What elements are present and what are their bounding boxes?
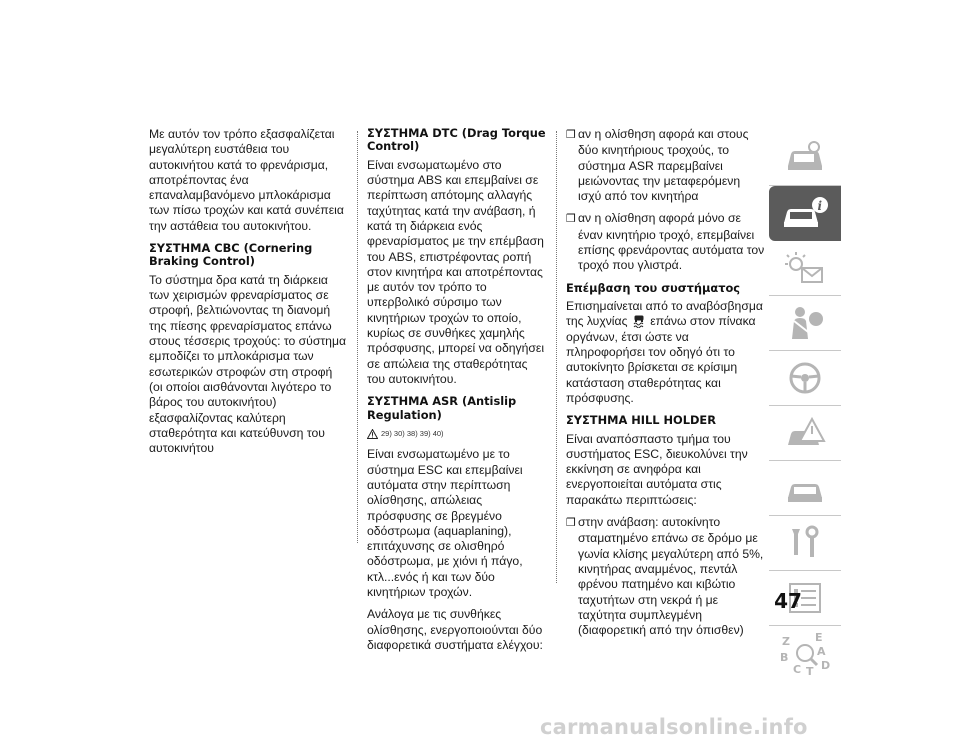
paragraph: Είναι ενσωματωμένο με το σύστημα ESC και επεμβαίνει αυτόματα στην περίπτωση ολίσθησης, απώλειας πρόσφυσης σε βρεγμένο οδόστρωμα (aquaplaning), επιτάχυνσης σε ολισθηρό οδόστρωμα, με χιόνι ή πάγο, κτλ...ενός ή και των δύο κινητήριων τροχών. [367, 447, 523, 600]
paragraph: Είναι ενσωματωμένο στο σύστημα ABS και επεμβαίνει σε περίπτωση απότομης αλλαγής ταχύτητας κατά την ανάβαση, ή κατά τη διάρκεια ενός φρεναρίσματος με την επέμβαση του ABS, επιστρέφοντας ροπή στον κινητήρα και αποτρέποντας με αυτόν τον τρόπο το υπερβολικό σύρσιμο των κινητήριων τροχών το οποίο, κυρίως σε συνθήκες χαμηλής πρόσφυσης, μπορεί να οδηγήσει σε απώλεια της σταθερότητας του αυτοκινήτου. [367, 157, 545, 386]
list-item [566, 515, 766, 638]
index-letter: E [815, 630, 823, 644]
steering-wheel-icon [782, 360, 828, 396]
tab-technical-specs[interactable] [769, 516, 841, 571]
index-letter: D [821, 658, 831, 672]
paragraph: Με αυτόν τον τρόπο εξασφαλίζεται μεγαλύτερη ευστάθεια του αυτοκινήτου κατά το φρενάρισμα, αποτρέποντας ένα επαναλαμβανόμενο μπλοκάρισμα των πίσω τροχών και κατά συνέπεια την αστάθεια του αυτοκινήτου. [149, 127, 344, 233]
list-item-text: αν η ολίσθηση αφορά μόνο σε έναν κινητήριο τροχό, επεμβαίνει επίσης φρενάροντας αυτόματα τον τροχό που γλιστρά. [578, 211, 765, 273]
paragraph-text: Επισημαίνεται από το αναβόσβησμα της λυχνίας [566, 299, 763, 329]
tab-car-info[interactable] [769, 186, 841, 241]
index-letter: Z [782, 634, 790, 648]
system-intervention-heading: Επέμβαση του συστήματος [566, 280, 741, 295]
list-item-text: αν η ολίσθηση αφορά και στους δύο κινητήριους τροχούς, το σύστημα ASR παρεμβαίνει μειώνοντας την μεταφερόμενη ισχύ από τον κινητήρα [578, 127, 749, 204]
warning-references [367, 426, 547, 441]
text-column-3 [566, 127, 766, 645]
warning-triangle-car-icon [782, 415, 828, 451]
lights-envelope-icon [782, 250, 828, 286]
reference-numbers: 29) 30) 38) 39) 40) [381, 429, 444, 439]
paragraph-text: επάνω στον πίνακα οργάνων, έτσι ώστε να πληροφορήσει τον οδηγό ότι το αυτοκίνητο βρίσκεται σε κρίσιμη κατάσταση σταθερότητας και πρόσφυσης. [566, 314, 756, 405]
tab-index[interactable] [769, 626, 841, 681]
text-column-1 [149, 127, 349, 463]
index-letter: C [793, 662, 802, 676]
paragraph: Το σύστημα δρα κατά τη διάρκεια των χειρισμών φρεναρίσματος σε στροφή, βελτιώνοντας τη διανομή της πίεσης φρεναρίσματος επάνω στους τέσσερις τροχούς: το σύστημα εμποδίζει το μπλοκάρισμα των εσωτερικών στροφών στη στροφή (οι οποίοι αισθάνονται λιγότερο το βάρος του αυτοκινήτου) εξασφαλίζοντας καλύτερη σταθερότητα και κατεύθυνση του αυτοκινήτου [149, 272, 347, 456]
tab-lights-messages[interactable] [769, 241, 841, 296]
column-divider-1 [357, 131, 358, 543]
esc-skid-warning-light-icon [632, 314, 646, 328]
list-item [566, 211, 766, 273]
wrench-screwdriver-icon [782, 525, 828, 561]
paragraph [566, 299, 766, 406]
cbc-heading: ΣΥΣΤΗΜΑ CBC (Cornering Braking Control) [149, 241, 313, 269]
list-item [566, 127, 766, 204]
checkbox-bullet-icon: ❒ [566, 129, 576, 141]
tab-maintenance[interactable] [769, 461, 841, 516]
column-divider-2 [556, 131, 557, 583]
checkbox-bullet-icon: ❒ [566, 517, 576, 530]
watermark: carmanualsonline.info [540, 715, 808, 739]
index-letter: A [817, 644, 826, 658]
dtc-heading: ΣΥΣΤΗΜΑ DTC (Drag Torque Control) [367, 126, 546, 154]
warning-triangle-icon [367, 429, 378, 439]
index-letter: T [806, 664, 814, 677]
index-letters-icon [777, 631, 833, 677]
car-info-icon [780, 195, 830, 233]
index-letter: B [780, 650, 789, 664]
tab-starting-driving[interactable] [769, 351, 841, 406]
tab-safety[interactable] [769, 296, 841, 351]
tab-emergency[interactable] [769, 406, 841, 461]
tab-car-dashboard[interactable] [769, 131, 841, 186]
paragraph: Είναι αναπόσπαστο τμήμα του συστήματος ESC, διευκολύνει την εκκίνηση σε ανηφόρα και ενεργοποιείται αυτόματα στις παρακάτω περιπτώσεις: [566, 431, 748, 507]
paragraph: Ανάλογα με τις συνθήκες ολίσθησης, ενεργοποιούνται δύο διαφορετικά συστήματα ελέγχου: [367, 607, 543, 652]
list-item-text: στην ανάβαση: αυτοκίνητο σταματημένο επάνω σε δρόμο με γωνία κλίσης μεγαλύτερη από 5%, κινητήρας αναμμένος, πεντάλ φρένου πατημένο και κιβώτιο ταχυτήτων στη νεκρά ή με ταχύτητα συμπλεγμένη (διαφορετική από την όπισθεν) [578, 515, 764, 638]
text-column-2 [367, 127, 547, 660]
car-service-icon [782, 470, 828, 506]
asr-heading: ΣΥΣΤΗΜΑ ASR (Antislip Regulation) [367, 394, 517, 422]
checkbox-bullet-icon: ❒ [566, 213, 576, 226]
airbag-person-icon [782, 305, 828, 341]
hill-holder-heading: ΣΥΣΤΗΜΑ HILL HOLDER [566, 413, 716, 428]
svg-text:i: i [817, 198, 823, 213]
page-number: 47 [774, 589, 802, 613]
car-dashboard-icon [782, 140, 828, 176]
